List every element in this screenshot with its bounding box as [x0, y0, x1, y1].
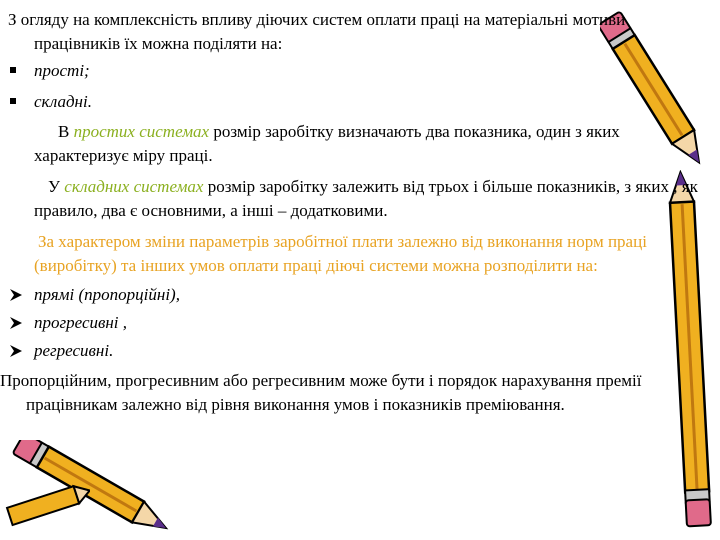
- list-item: [8, 55, 708, 86]
- final-paragraph: Пропорційним, прогресивним або регресивним може бути і порядок нарахування премії працівникам залежно від рівня виконання умов і показників преміювання.: [0, 371, 642, 414]
- list-item: [8, 337, 708, 365]
- simple-systems-text: розмір заробітку визначають два показника, один з яких характеризує міру праці.: [34, 122, 620, 165]
- complex-systems-text: розмір заробітку залежить від трьох і більше показників, з яких , як правило, два є основними, а інші – додатковими.: [34, 177, 698, 220]
- complex-prefix: У: [48, 177, 61, 196]
- simple-prefix: В: [58, 122, 70, 141]
- slide-text: [0, 8, 708, 416]
- list-item: [8, 281, 708, 309]
- arrow-item-text: прогресивні ,: [34, 313, 128, 332]
- arrow-item-text: регресивні.: [34, 341, 114, 360]
- complex-systems-paragraph: [8, 175, 708, 222]
- list-item: [8, 309, 708, 337]
- classification-text: За характером зміни параметрів заробітної плати залежно від виконання норм праці (виробітку) та інших умов оплати праці діючі системи можна розподілити на:: [34, 232, 647, 275]
- intro-paragraph: З огляду на комплексність впливу діючих систем оплати праці на матеріальні мотиви працівників їх можна поділяти на:: [8, 10, 626, 53]
- simple-systems-paragraph: [8, 120, 708, 167]
- bullet-square-icon: [10, 98, 16, 104]
- bullet-text: прості;: [34, 61, 90, 80]
- list-item: [8, 86, 708, 117]
- pencil-icon: [0, 470, 90, 540]
- arrow-bullet-icon: [9, 344, 23, 358]
- simple-systems-highlight: простих системах: [73, 122, 210, 141]
- arrow-bullet-icon: [9, 288, 23, 302]
- classification-paragraph: [8, 230, 708, 277]
- bullet-square-icon: [10, 67, 16, 73]
- bullet-text: складні.: [34, 92, 92, 111]
- arrow-item-text: прямі (пропорційні),: [34, 285, 180, 304]
- complex-systems-highlight: складних системах: [64, 177, 204, 196]
- arrow-bullet-icon: [9, 316, 23, 330]
